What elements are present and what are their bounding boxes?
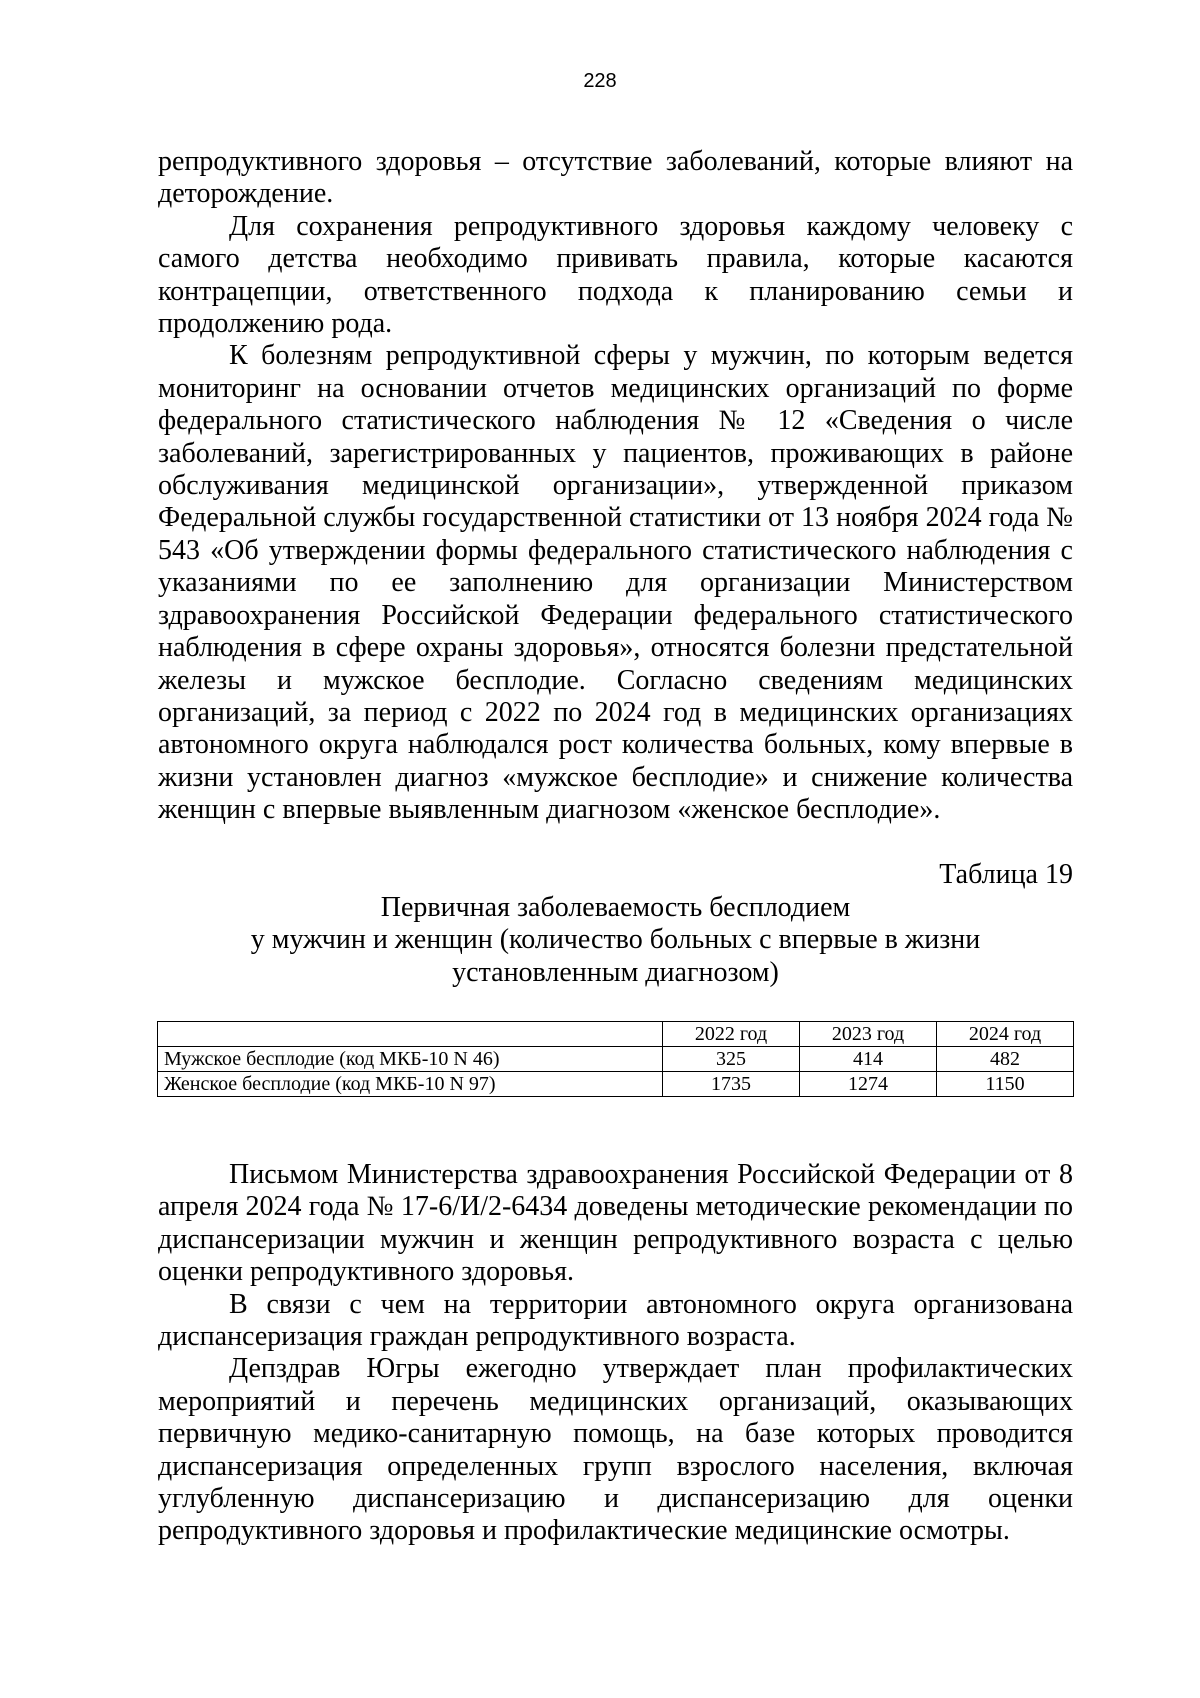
- row-label-female: Женское бесплодие (код МКБ-10 N 97): [158, 1072, 663, 1097]
- row-label-male: Мужское бесплодие (код МКБ-10 N 46): [158, 1047, 663, 1072]
- table-title-line: установленным диагнозом): [452, 956, 779, 988]
- paragraph-reproductive-health: Для сохранения репродуктивного здоровья каждому человеку с самого детства необходимо прививать правила, которые касаются контрацепции, ответственного подхода к планированию семьи и продолжению рода.: [158, 210, 1073, 340]
- table-title-line: Первичная заболеваемость бесплодием: [380, 892, 851, 923]
- table-cell: 482: [937, 1047, 1074, 1072]
- paragraph-dispensary-organized: В связи с чем на территории автономного округа организована диспансеризация граждан репродуктивного возраста.: [158, 1288, 1073, 1353]
- table-row: [158, 1072, 1074, 1097]
- paragraph-continuation: репродуктивного здоровья – отсутствие заболеваний, которые влияют на деторождение.: [158, 146, 1073, 210]
- table-row: [158, 1047, 1074, 1072]
- header-cell-2024: 2024 год: [937, 1022, 1074, 1047]
- paragraph-ministry-letter: Письмом Министерства здравоохранения Российской Федерации от 8 апреля 2024 года № 17-6/И/2-6434 доведены методические рекомендации по диспансеризации мужчин и женщин репродуктивного возраста с целью оценки репродуктивного здоровья.: [158, 1159, 1073, 1288]
- header-cell-empty: [158, 1022, 663, 1047]
- header-cell-2023: 2023 год: [800, 1022, 937, 1047]
- table-cell: 1274: [800, 1072, 937, 1097]
- header-cell-2022: 2022 год: [663, 1022, 800, 1047]
- bottom-text-block: [158, 1159, 1073, 1548]
- table-label: Таблица 19: [939, 859, 1073, 890]
- infertility-table: [157, 1021, 1074, 1097]
- table-title-line: у мужчин и женщин (количество больных с впервые в жизни: [250, 924, 981, 956]
- table-cell: 1150: [937, 1072, 1074, 1097]
- paragraph-depzdrav-plan: Депздрав Югры ежегодно утверждает план профилактических мероприятий и перечень медицинских организаций, оказывающих первичную медико-санитарную помощь, на базе которых проводится диспансеризация определенных групп взрослого населения, включая углубленную диспансеризацию и диспансеризацию для оценки репродуктивного здоровья и профилактические медицинские осмотры.: [158, 1353, 1073, 1547]
- table-cell: 325: [663, 1047, 800, 1072]
- table-cell: 1735: [663, 1072, 800, 1097]
- top-text-block: [158, 146, 1073, 827]
- paragraph-male-diseases-monitoring: К болезням репродуктивной сферы у мужчин, по которым ведется мониторинг на основании отчетов медицинских организаций по форме федерального статистического наблюдения № 12 «Сведения о числе заболеваний, зарегистрированных у пациентов, проживающих в районе обслуживания медицинской организации», утвержденной приказом Федеральной службы государственной статистики от 13 ноября 2024 года № 543 «Об утверждении формы федерального статистического наблюдения с указаниями по ее заполнению для организации Министерством здравоохранения Российской Федерации федерального статистического наблюдения в сфере охраны здоровья», относятся болезни предстательной железы и мужское бесплодие. Согласно сведениям медицинских организаций, за период с 2022 по 2024 год в медицинских организациях автономного округа наблюдался рост количества больных, кому впервые в жизни установлен диагноз «мужское бесплодие» и снижение количества женщин с впервые выявленным диагнозом «женское бесплодие».: [158, 340, 1073, 826]
- table-header-row: [158, 1022, 1074, 1047]
- table-cell: 414: [800, 1047, 937, 1072]
- table-title: [158, 892, 1073, 989]
- page-number: 228: [583, 70, 617, 92]
